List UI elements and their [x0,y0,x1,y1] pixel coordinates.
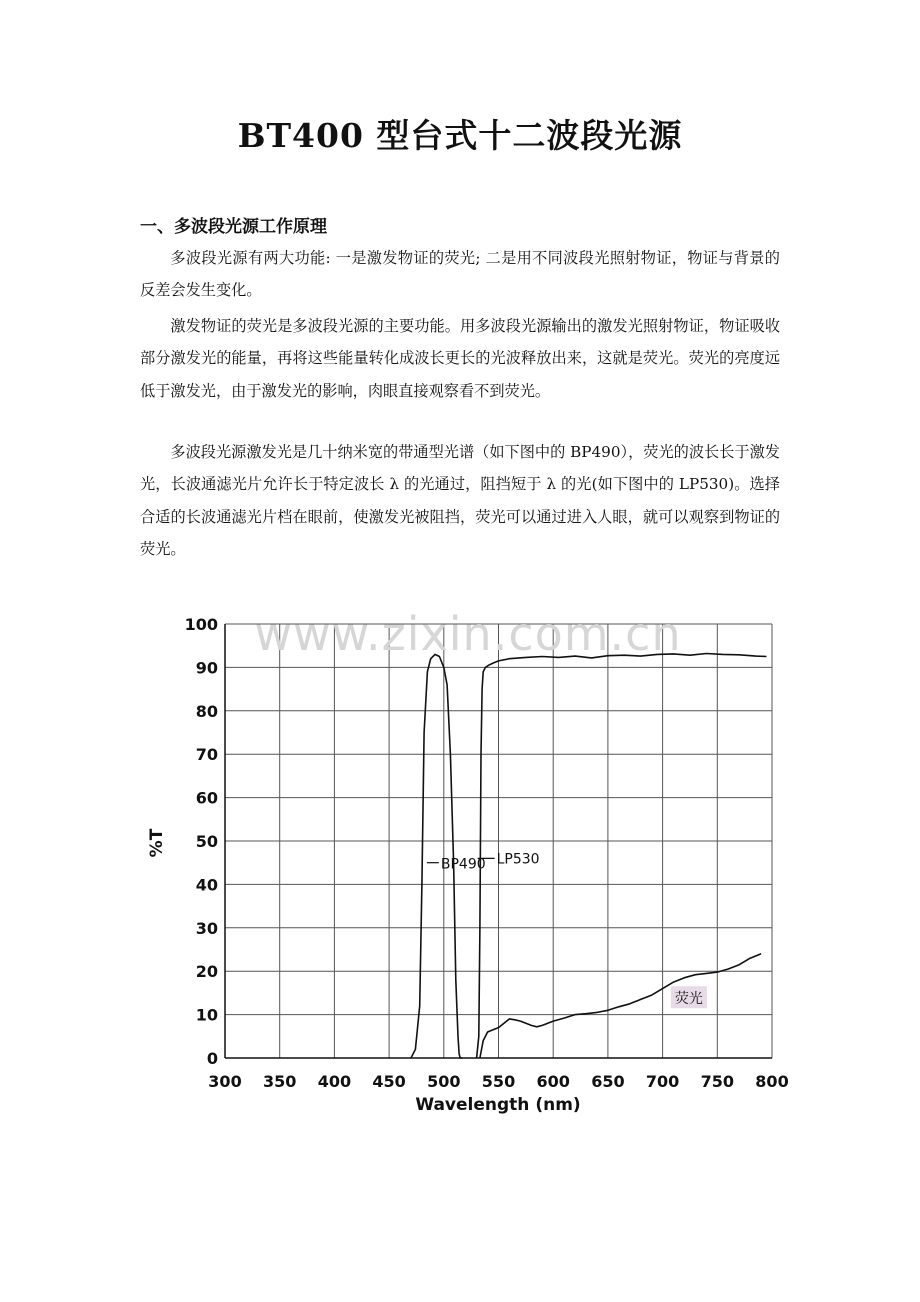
x-tick-label: 450 [372,1072,406,1091]
document-title: BT400 型台式十二波段光源 [237,116,683,155]
series-line-fluorescence [480,954,761,1058]
y-axis-label: %T [147,828,167,858]
y-tick-label: 20 [195,962,218,982]
y-tick-label: 40 [195,875,218,895]
chart-annotations [427,851,707,1008]
section-heading: 一、多波段光源工作原理 [140,217,327,237]
x-tick-label: 650 [591,1072,625,1091]
x-axis-label: Wavelength (nm) [415,1095,581,1115]
y-tick-label: 100 [184,615,218,634]
y-tick-label: 50 [195,832,218,851]
x-tick-label: 600 [536,1072,570,1091]
x-tick-label: 300 [208,1072,242,1091]
transmission-chart [130,600,800,1130]
x-tick-label: 750 [700,1072,735,1091]
paragraph-functions: 多波段光源有两大功能: 一是激发物证的荧光; 二是用不同波段光照射物证，物证与背景的反差会发生变化。 [140,249,780,300]
x-tick-label: 500 [427,1072,461,1091]
watermark-text: www.zixin.com.cn [254,607,682,661]
y-tick-label: 90 [195,658,218,678]
x-tick-label: 700 [645,1072,680,1091]
x-tick-label: 550 [481,1072,516,1091]
x-tick-label: 350 [262,1072,297,1091]
y-tick-label: 80 [195,701,218,721]
x-tick-label: 800 [755,1072,789,1091]
chart-ticks [185,615,789,1091]
bp490-label: BP490 [440,856,486,873]
lp530-label: LP530 [496,851,540,868]
y-tick-label: 0 [206,1049,218,1068]
x-tick-label: 400 [317,1072,352,1091]
fluorescence-label: 荧光 [674,991,703,1008]
y-tick-label: 10 [195,1005,218,1025]
paragraph-filters: 多波段光源激发光是几十纳米宽的带通型光谱（如下图中的 BP490），荧光的波长长于激发光，长波通滤光片允许长于特定波长 λ 的光通过，阻挡短于 λ 的光(如下图中的 LP530)。选择合适的长波通滤光片档在眼前，使激发光被阻挡，荧光可以通过进入人眼，就可以观察到物证的荧光。 [140,443,780,559]
transmission-chart-svg [130,600,800,1130]
y-tick-label: 60 [195,788,218,808]
paragraph-fluorescence: 激发物证的荧光是多波段光源的主要功能。用多波段光源输出的激发光照射物证，物证吸收部分激发光的能量，再将这些能量转化成波长更长的光波释放出来，这就是荧光。荧光的亮度远低于激发光，由于激发光的影响，肉眼直接观察看不到荧光。 [140,317,780,400]
y-tick-label: 30 [195,918,218,938]
y-tick-label: 70 [195,745,218,765]
